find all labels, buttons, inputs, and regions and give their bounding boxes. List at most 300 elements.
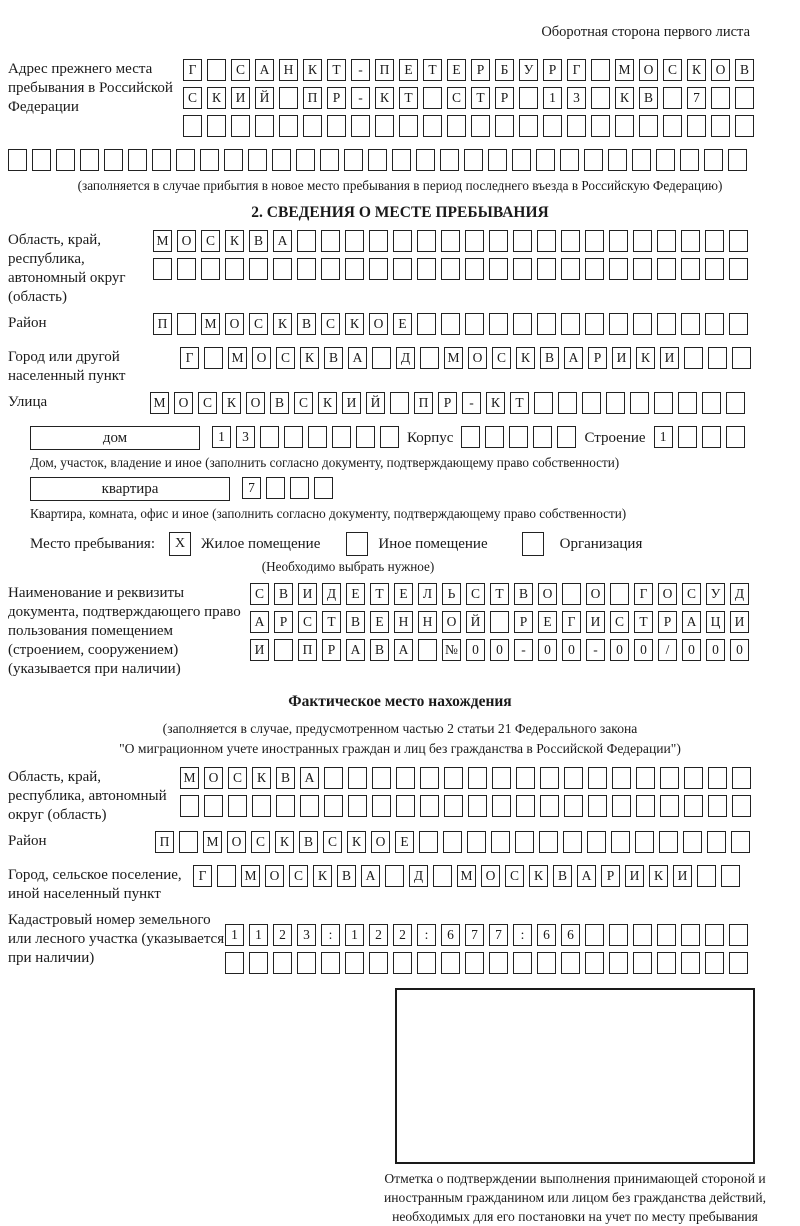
char-cell[interactable]: О [177, 230, 196, 252]
char-cell[interactable] [433, 865, 452, 887]
char-cell[interactable]: А [255, 59, 274, 81]
char-cell[interactable] [687, 115, 706, 137]
char-cell[interactable]: С [294, 392, 313, 414]
char-cell[interactable] [587, 831, 606, 853]
char-cell[interactable]: С [610, 611, 629, 633]
char-cell[interactable] [423, 115, 442, 137]
char-cell[interactable]: М [241, 865, 260, 887]
char-cell[interactable]: К [347, 831, 366, 853]
char-cell[interactable] [735, 115, 754, 137]
char-cell[interactable] [540, 767, 559, 789]
char-cell[interactable]: В [324, 347, 343, 369]
char-cell[interactable] [443, 831, 462, 853]
char-cell[interactable] [471, 115, 490, 137]
char-cell[interactable] [539, 831, 558, 853]
char-cell[interactable]: Е [370, 611, 389, 633]
char-cell[interactable] [180, 795, 199, 817]
char-cell[interactable] [345, 952, 364, 974]
char-cell[interactable] [681, 952, 700, 974]
char-cell[interactable] [656, 149, 675, 171]
char-cell[interactable] [488, 149, 507, 171]
char-cell[interactable] [585, 258, 604, 280]
char-cell[interactable]: К [529, 865, 548, 887]
char-cell[interactable] [420, 795, 439, 817]
char-cell[interactable] [356, 426, 375, 448]
char-cell[interactable] [588, 795, 607, 817]
char-cell[interactable]: О [538, 583, 557, 605]
char-cell[interactable] [266, 477, 285, 499]
char-cell[interactable] [561, 258, 580, 280]
char-cell[interactable] [441, 313, 460, 335]
char-cell[interactable] [276, 795, 295, 817]
char-cell[interactable] [489, 952, 508, 974]
char-cell[interactable] [513, 952, 532, 974]
char-cell[interactable] [128, 149, 147, 171]
char-cell[interactable] [207, 115, 226, 137]
char-cell[interactable] [711, 115, 730, 137]
char-cell[interactable] [632, 149, 651, 171]
char-cell[interactable] [609, 924, 628, 946]
char-cell[interactable]: К [649, 865, 668, 887]
char-cell[interactable] [657, 924, 676, 946]
char-cell[interactable] [200, 149, 219, 171]
char-cell[interactable]: И [625, 865, 644, 887]
char-cell[interactable] [324, 767, 343, 789]
char-cell[interactable]: № [442, 639, 461, 661]
char-cell[interactable] [32, 149, 51, 171]
char-cell[interactable] [729, 313, 748, 335]
char-cell[interactable]: Р [274, 611, 293, 633]
char-cell[interactable]: А [682, 611, 701, 633]
char-cell[interactable] [612, 767, 631, 789]
char-cell[interactable] [490, 611, 509, 633]
char-cell[interactable]: Д [730, 583, 749, 605]
char-cell[interactable] [537, 258, 556, 280]
char-cell[interactable] [248, 149, 267, 171]
char-cell[interactable] [303, 115, 322, 137]
char-cell[interactable] [492, 767, 511, 789]
house-type-box[interactable]: дом [30, 426, 200, 450]
char-cell[interactable] [489, 258, 508, 280]
char-cell[interactable] [390, 392, 409, 414]
char-cell[interactable] [249, 952, 268, 974]
char-cell[interactable] [324, 795, 343, 817]
char-cell[interactable] [231, 115, 250, 137]
checkbox-organization[interactable] [522, 532, 544, 556]
char-cell[interactable] [697, 865, 716, 887]
char-cell[interactable]: М [457, 865, 476, 887]
char-cell[interactable]: А [300, 767, 319, 789]
char-cell[interactable] [392, 149, 411, 171]
char-cell[interactable] [707, 831, 726, 853]
char-cell[interactable]: 3 [297, 924, 316, 946]
char-cell[interactable] [560, 149, 579, 171]
char-cell[interactable] [708, 347, 727, 369]
char-cell[interactable]: 7 [465, 924, 484, 946]
char-cell[interactable] [678, 392, 697, 414]
char-cell[interactable]: Т [510, 392, 529, 414]
char-cell[interactable] [606, 392, 625, 414]
char-cell[interactable] [636, 795, 655, 817]
char-cell[interactable] [732, 767, 751, 789]
char-cell[interactable] [702, 426, 721, 448]
char-cell[interactable]: М [615, 59, 634, 81]
char-cell[interactable] [467, 831, 486, 853]
char-cell[interactable] [152, 149, 171, 171]
char-cell[interactable]: М [228, 347, 247, 369]
char-cell[interactable] [492, 795, 511, 817]
char-cell[interactable]: В [553, 865, 572, 887]
char-cell[interactable]: С [249, 313, 268, 335]
char-cell[interactable]: Р [601, 865, 620, 887]
char-cell[interactable] [345, 258, 364, 280]
char-cell[interactable]: И [298, 583, 317, 605]
char-cell[interactable]: К [318, 392, 337, 414]
char-cell[interactable]: П [303, 87, 322, 109]
char-cell[interactable] [635, 831, 654, 853]
char-cell[interactable] [708, 767, 727, 789]
char-cell[interactable] [393, 258, 412, 280]
char-cell[interactable]: Т [471, 87, 490, 109]
char-cell[interactable]: С [201, 230, 220, 252]
char-cell[interactable] [564, 767, 583, 789]
checkbox-other-premises[interactable] [346, 532, 368, 556]
char-cell[interactable]: Т [327, 59, 346, 81]
char-cell[interactable]: - [514, 639, 533, 661]
char-cell[interactable] [533, 426, 552, 448]
char-cell[interactable] [228, 795, 247, 817]
char-cell[interactable]: К [273, 313, 292, 335]
char-cell[interactable]: О [369, 313, 388, 335]
char-cell[interactable]: Р [588, 347, 607, 369]
char-cell[interactable] [681, 313, 700, 335]
char-cell[interactable] [461, 426, 480, 448]
char-cell[interactable]: К [486, 392, 505, 414]
char-cell[interactable]: С [505, 865, 524, 887]
char-cell[interactable]: С [231, 59, 250, 81]
char-cell[interactable] [441, 952, 460, 974]
char-cell[interactable] [659, 831, 678, 853]
char-cell[interactable]: В [370, 639, 389, 661]
char-cell[interactable]: - [462, 392, 481, 414]
char-cell[interactable] [104, 149, 123, 171]
char-cell[interactable] [585, 952, 604, 974]
char-cell[interactable] [537, 952, 556, 974]
char-cell[interactable]: Г [567, 59, 586, 81]
char-cell[interactable]: Е [395, 831, 414, 853]
char-cell[interactable]: Р [514, 611, 533, 633]
char-cell[interactable]: Н [418, 611, 437, 633]
char-cell[interactable] [684, 767, 703, 789]
char-cell[interactable] [585, 924, 604, 946]
char-cell[interactable]: Е [447, 59, 466, 81]
char-cell[interactable] [417, 952, 436, 974]
char-cell[interactable]: - [351, 87, 370, 109]
char-cell[interactable]: В [346, 611, 365, 633]
char-cell[interactable] [444, 795, 463, 817]
char-cell[interactable]: В [276, 767, 295, 789]
char-cell[interactable]: Р [658, 611, 677, 633]
char-cell[interactable]: 0 [538, 639, 557, 661]
char-cell[interactable]: В [514, 583, 533, 605]
char-cell[interactable] [308, 426, 327, 448]
char-cell[interactable]: Г [183, 59, 202, 81]
char-cell[interactable]: Е [538, 611, 557, 633]
char-cell[interactable] [204, 347, 223, 369]
char-cell[interactable]: С [492, 347, 511, 369]
char-cell[interactable] [721, 865, 740, 887]
char-cell[interactable] [678, 426, 697, 448]
char-cell[interactable] [728, 149, 747, 171]
char-cell[interactable]: : [417, 924, 436, 946]
char-cell[interactable] [705, 230, 724, 252]
char-cell[interactable] [608, 149, 627, 171]
char-cell[interactable]: В [249, 230, 268, 252]
char-cell[interactable] [368, 149, 387, 171]
char-cell[interactable]: К [300, 347, 319, 369]
char-cell[interactable] [681, 924, 700, 946]
char-cell[interactable]: И [586, 611, 605, 633]
char-cell[interactable] [609, 952, 628, 974]
char-cell[interactable] [183, 115, 202, 137]
char-cell[interactable] [537, 313, 556, 335]
char-cell[interactable]: Т [490, 583, 509, 605]
char-cell[interactable]: К [313, 865, 332, 887]
char-cell[interactable] [726, 392, 745, 414]
char-cell[interactable] [633, 313, 652, 335]
char-cell[interactable] [512, 149, 531, 171]
char-cell[interactable]: И [612, 347, 631, 369]
char-cell[interactable] [440, 149, 459, 171]
char-cell[interactable] [252, 795, 271, 817]
char-cell[interactable] [561, 313, 580, 335]
char-cell[interactable] [177, 313, 196, 335]
char-cell[interactable] [444, 767, 463, 789]
char-cell[interactable] [225, 258, 244, 280]
char-cell[interactable] [585, 313, 604, 335]
char-cell[interactable]: 7 [489, 924, 508, 946]
char-cell[interactable]: Е [393, 313, 412, 335]
char-cell[interactable]: А [273, 230, 292, 252]
char-cell[interactable] [204, 795, 223, 817]
char-cell[interactable] [279, 87, 298, 109]
char-cell[interactable] [513, 258, 532, 280]
char-cell[interactable] [489, 230, 508, 252]
char-cell[interactable]: 1 [345, 924, 364, 946]
char-cell[interactable]: 3 [567, 87, 586, 109]
char-cell[interactable] [314, 477, 333, 499]
char-cell[interactable] [321, 258, 340, 280]
char-cell[interactable] [609, 258, 628, 280]
char-cell[interactable]: В [337, 865, 356, 887]
char-cell[interactable]: О [468, 347, 487, 369]
char-cell[interactable]: В [299, 831, 318, 853]
char-cell[interactable] [537, 230, 556, 252]
char-cell[interactable]: О [225, 313, 244, 335]
char-cell[interactable] [729, 258, 748, 280]
char-cell[interactable]: 0 [634, 639, 653, 661]
char-cell[interactable]: О [252, 347, 271, 369]
char-cell[interactable]: С [276, 347, 295, 369]
char-cell[interactable]: П [153, 313, 172, 335]
char-cell[interactable] [654, 392, 673, 414]
char-cell[interactable]: Д [322, 583, 341, 605]
char-cell[interactable]: К [615, 87, 634, 109]
char-cell[interactable]: У [706, 583, 725, 605]
char-cell[interactable]: Р [327, 87, 346, 109]
char-cell[interactable] [684, 347, 703, 369]
char-cell[interactable]: 2 [393, 924, 412, 946]
char-cell[interactable] [540, 795, 559, 817]
char-cell[interactable]: 1 [654, 426, 673, 448]
char-cell[interactable] [279, 115, 298, 137]
char-cell[interactable] [609, 313, 628, 335]
char-cell[interactable]: Т [322, 611, 341, 633]
char-cell[interactable] [447, 115, 466, 137]
char-cell[interactable] [179, 831, 198, 853]
char-cell[interactable] [273, 952, 292, 974]
char-cell[interactable] [610, 583, 629, 605]
char-cell[interactable]: 6 [561, 924, 580, 946]
char-cell[interactable]: Д [396, 347, 415, 369]
char-cell[interactable]: О [204, 767, 223, 789]
checkbox-residential[interactable]: X [169, 532, 191, 556]
char-cell[interactable] [56, 149, 75, 171]
char-cell[interactable]: 1 [543, 87, 562, 109]
char-cell[interactable] [296, 149, 315, 171]
char-cell[interactable] [217, 865, 236, 887]
char-cell[interactable]: И [673, 865, 692, 887]
char-cell[interactable] [708, 795, 727, 817]
char-cell[interactable] [332, 426, 351, 448]
char-cell[interactable]: Т [399, 87, 418, 109]
char-cell[interactable]: К [225, 230, 244, 252]
char-cell[interactable] [393, 952, 412, 974]
char-cell[interactable]: О [639, 59, 658, 81]
char-cell[interactable] [705, 924, 724, 946]
char-cell[interactable]: А [348, 347, 367, 369]
char-cell[interactable] [536, 149, 555, 171]
char-cell[interactable]: С [198, 392, 217, 414]
char-cell[interactable] [657, 230, 676, 252]
char-cell[interactable]: : [321, 924, 340, 946]
char-cell[interactable]: В [274, 583, 293, 605]
char-cell[interactable] [584, 149, 603, 171]
char-cell[interactable] [417, 230, 436, 252]
char-cell[interactable]: Г [634, 583, 653, 605]
char-cell[interactable]: : [513, 924, 532, 946]
char-cell[interactable] [344, 149, 363, 171]
char-cell[interactable]: Н [279, 59, 298, 81]
char-cell[interactable] [225, 952, 244, 974]
char-cell[interactable] [465, 258, 484, 280]
char-cell[interactable]: Ь [442, 583, 461, 605]
char-cell[interactable] [561, 952, 580, 974]
char-cell[interactable] [611, 831, 630, 853]
char-cell[interactable] [417, 258, 436, 280]
char-cell[interactable] [495, 115, 514, 137]
char-cell[interactable] [681, 258, 700, 280]
char-cell[interactable] [393, 230, 412, 252]
char-cell[interactable]: С [682, 583, 701, 605]
char-cell[interactable]: 0 [490, 639, 509, 661]
char-cell[interactable] [513, 230, 532, 252]
char-cell[interactable]: Й [366, 392, 385, 414]
char-cell[interactable]: О [711, 59, 730, 81]
char-cell[interactable]: П [298, 639, 317, 661]
char-cell[interactable]: Р [322, 639, 341, 661]
char-cell[interactable]: С [298, 611, 317, 633]
char-cell[interactable]: Р [495, 87, 514, 109]
char-cell[interactable]: О [227, 831, 246, 853]
char-cell[interactable] [348, 767, 367, 789]
char-cell[interactable] [320, 149, 339, 171]
char-cell[interactable]: М [153, 230, 172, 252]
char-cell[interactable]: Т [423, 59, 442, 81]
char-cell[interactable]: М [203, 831, 222, 853]
char-cell[interactable] [704, 149, 723, 171]
char-cell[interactable]: Р [471, 59, 490, 81]
char-cell[interactable] [591, 59, 610, 81]
char-cell[interactable]: Д [409, 865, 428, 887]
char-cell[interactable] [591, 87, 610, 109]
char-cell[interactable] [441, 230, 460, 252]
char-cell[interactable] [284, 426, 303, 448]
char-cell[interactable]: Р [543, 59, 562, 81]
char-cell[interactable]: О [265, 865, 284, 887]
char-cell[interactable] [396, 795, 415, 817]
char-cell[interactable]: И [231, 87, 250, 109]
char-cell[interactable] [8, 149, 27, 171]
char-cell[interactable] [582, 392, 601, 414]
char-cell[interactable] [224, 149, 243, 171]
char-cell[interactable] [729, 924, 748, 946]
char-cell[interactable] [260, 426, 279, 448]
char-cell[interactable]: С [323, 831, 342, 853]
char-cell[interactable] [321, 230, 340, 252]
char-cell[interactable] [423, 87, 442, 109]
char-cell[interactable] [489, 313, 508, 335]
char-cell[interactable] [660, 795, 679, 817]
char-cell[interactable]: 0 [682, 639, 701, 661]
char-cell[interactable]: Р [438, 392, 457, 414]
char-cell[interactable]: В [735, 59, 754, 81]
char-cell[interactable] [657, 313, 676, 335]
char-cell[interactable]: В [297, 313, 316, 335]
char-cell[interactable] [375, 115, 394, 137]
char-cell[interactable]: К [222, 392, 241, 414]
char-cell[interactable] [585, 230, 604, 252]
char-cell[interactable]: О [658, 583, 677, 605]
char-cell[interactable] [609, 230, 628, 252]
char-cell[interactable] [636, 767, 655, 789]
char-cell[interactable]: 1 [212, 426, 231, 448]
char-cell[interactable]: В [270, 392, 289, 414]
char-cell[interactable] [534, 392, 553, 414]
char-cell[interactable] [465, 313, 484, 335]
char-cell[interactable] [732, 347, 751, 369]
char-cell[interactable] [516, 767, 535, 789]
char-cell[interactable] [683, 831, 702, 853]
char-cell[interactable] [420, 767, 439, 789]
char-cell[interactable]: И [342, 392, 361, 414]
char-cell[interactable] [519, 87, 538, 109]
char-cell[interactable] [399, 115, 418, 137]
char-cell[interactable]: 0 [610, 639, 629, 661]
char-cell[interactable]: Г [180, 347, 199, 369]
char-cell[interactable]: 0 [466, 639, 485, 661]
char-cell[interactable]: С [321, 313, 340, 335]
